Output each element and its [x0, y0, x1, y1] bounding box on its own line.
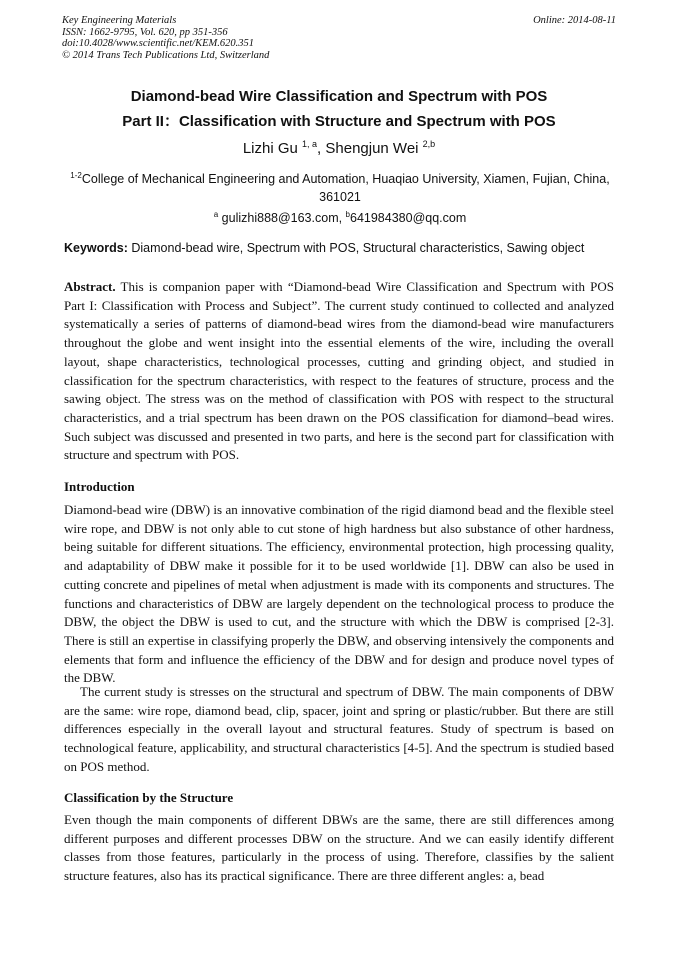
abstract: [64, 278, 614, 465]
abstract-label: Abstract.: [64, 279, 116, 294]
issn-line: ISSN: 1662-9795, Vol. 620, pp 351-356: [62, 26, 228, 38]
keywords-text: Diamond-bead wire, Spectrum with POS, Structural characteristics, Sawing object: [127, 241, 585, 255]
abstract-text: This is companion paper with “Diamond-bead Wire Classification and Spectrum with POS Part I: Classification with Process and Subject”. The current study continued to collected and analyzed systematically a series of patterns of diamond-bead wires from the diamond-bead wire manufacturers throughout the globe and went insight into the essential elements of the wire, including the overall layout, shape characteristics, technological processes, cutting and grinding object, and studied in classification for the spectrum characteristics, with respect to the features of structure, process and the sawing object. The stress was on the method of classification with POS with respect to the structural characteristics, and a trial spectrum has been drawn on the POS classification for diamond–bead wires. Such subject was discussed and presented in two parts, and here is the second part for classification with structure and spectrum with POS.: [64, 279, 614, 463]
journal-header: [62, 15, 616, 61]
email-mark: a: [213, 210, 219, 219]
email-link[interactable]: 641984380@qq.com: [350, 211, 467, 225]
affiliation: [64, 167, 616, 228]
author-separator: ,: [317, 140, 326, 157]
author-name: Shengjun Wei: [325, 140, 419, 157]
email-mark: b: [345, 210, 350, 219]
author-list: [0, 139, 678, 157]
paper-title-line1: Diamond-bead Wire Classification and Spectrum with POS: [130, 88, 548, 105]
keywords-label: Keywords:: [64, 241, 128, 255]
email-link[interactable]: gulizhi888@163.com,: [218, 211, 346, 225]
section-heading-classification: Classification by the Structure: [64, 790, 234, 805]
author-name: Lizhi Gu: [242, 140, 298, 157]
paragraph: Diamond-bead wire (DBW) is an innovative combination of the rigid diamond bead and the flexible steel wire rope, and DBW is not only able to cut stone of high hardness but also substance of other hardness, being suitable for different situations. The efficiency, environmental protection, high processing quality, and adaptability of DBW make it possible for it to be used worldwide [1]. DBW can also be used in cutting concrete and pipelines of metal when adjustment is made with its components and structures. The functions and characteristics of DBW are largely dependent on the technological process to produce the DBW, the object the DBW is used to cut, and the structure with which the DBW is comprised [2-3]. There is still an expertise in classifying properly the DBW, and observing intensively the components and elements that form and influence the efficiency of the DBW and for design and produce novel types of the DBW.: [64, 502, 614, 686]
paper-title-line2: Part II：Classification with Structure and Spectrum with POS: [122, 113, 556, 130]
paragraph: Even though the main components of different DBWs are the same, there are still differences among different purposes and different processes DBW on the structure. And we can easily identify different classes from those features, particularly in the process of using. Therefore, classifies by the salient structure features, also has its practical significance. There are three different angles: a, bead: [64, 812, 614, 884]
affiliation-address: [64, 167, 616, 206]
copyright-line: © 2014 Trans Tech Publications Ltd, Switzerland: [62, 49, 270, 61]
paragraph: The current study is stresses on the structural and spectrum of DBW. The main components of DBW are the same: wire rope, diamond bead, clip, spacer, joint and spring or plastic/rubber. But there are still differences especially in the overall layout and structural features. Study of spectrum is based on technological feature, applicability, and structural characteristics [4-5]. And the spectrum is studied based on POS method.: [64, 684, 614, 774]
online-date: Online: 2014-08-11: [533, 15, 616, 26]
keywords: [64, 241, 624, 255]
affiliation-mark: 1-2: [70, 171, 82, 180]
affiliation-text: College of Mechanical Engineering and Automation, Huaqiao University, Xiamen, Fujian, China, 361021: [81, 172, 610, 204]
section-heading-introduction: Introduction: [64, 479, 135, 494]
doi-line[interactable]: doi:10.4028/www.scientific.net/KEM.620.351: [62, 38, 254, 50]
author-affiliation-mark: 2,b: [422, 139, 436, 149]
author-emails: [64, 206, 616, 228]
author-affiliation-mark: 1, a: [302, 139, 318, 149]
journal-name: Key Engineering Materials: [62, 15, 177, 26]
